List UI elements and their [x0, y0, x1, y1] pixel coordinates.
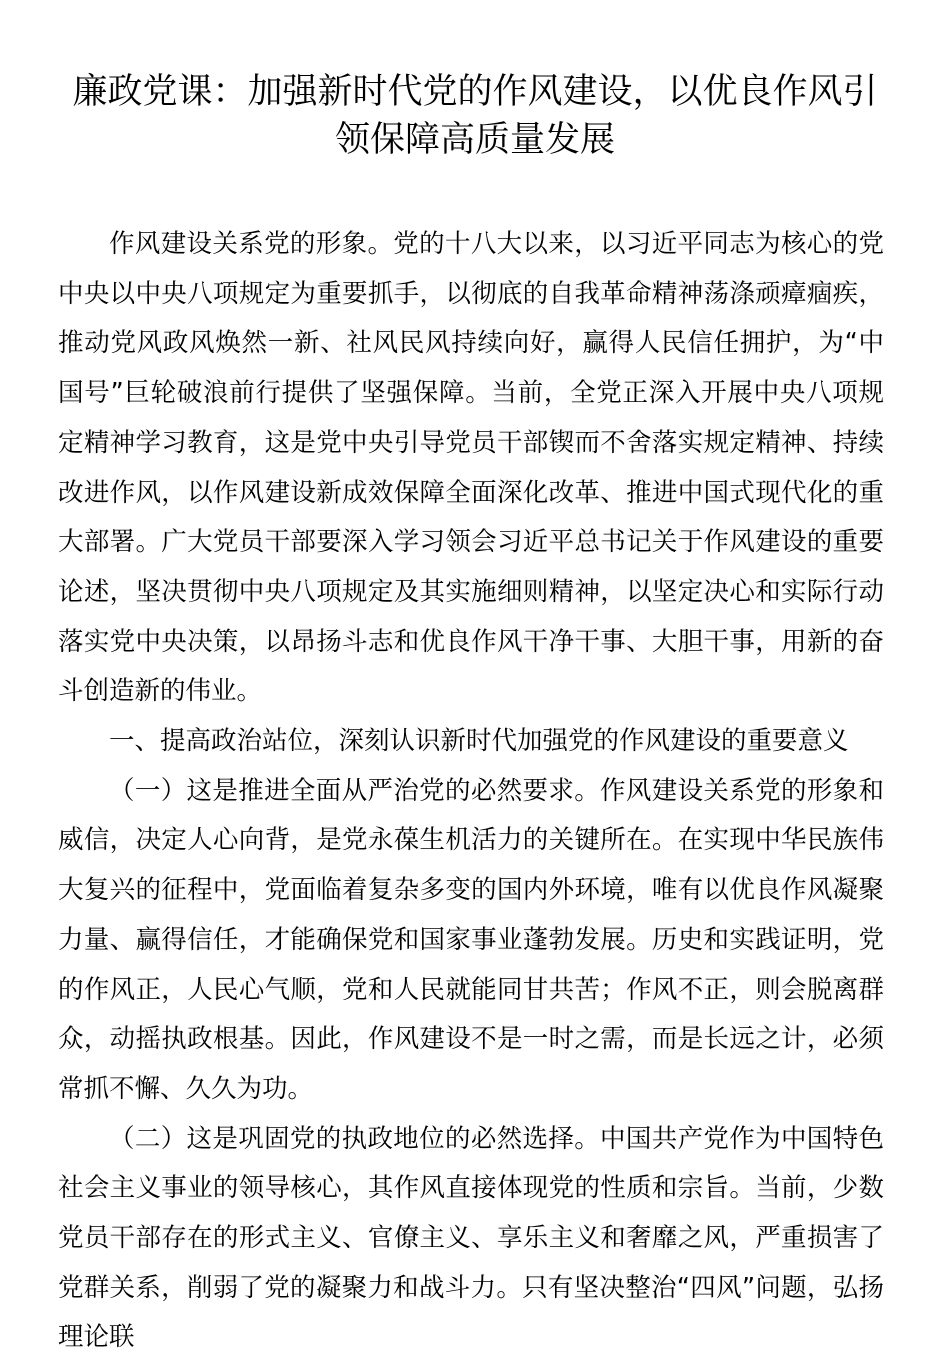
subsection-paragraph-1: （一）这是推进全面从严治党的必然要求。作风建设关系党的形象和威信，决定人心向背，是党永葆生机活力的关键所在。在实现中华民族伟大复兴的征程中，党面临着复杂多变的国内外环境，唯有以优良作风凝聚力量、赢得信任，才能确保党和国家事业蓬勃发展。历史和实践证明，党的作风正，人民心气顺，党和人民就能同甘共苦；作风不正，则会脱离群众，动摇执政根基。因此，作风建设不是一时之需，而是长远之计，必须常抓不懈、久久为功。 — [58, 775, 884, 1104]
document-body — [58, 220, 884, 1363]
section-heading-1: 一、提高政治站位，深刻认识新时代加强党的作风建设的重要意义 — [109, 726, 849, 757]
document-title: 廉政党课：加强新时代党的作风建设，以优良作风引领保障高质量发展 — [72, 72, 878, 160]
subsection-paragraph-2: （二）这是巩固党的执政地位的必然选择。中国共产党作为中国特色社会主义事业的领导核心，其作风直接体现党的性质和宗旨。当前，少数党员干部存在的形式主义、官僚主义、享乐主义和奢靡之风，严重损害了党群关系，削弱了党的凝聚力和战斗力。只有坚决整治“四风”问题，弘扬理论联 — [58, 1123, 884, 1353]
intro-paragraph: 作风建设关系党的形象。党的十八大以来，以习近平同志为核心的党中央以中央八项规定为重要抓手，以彻底的自我革命精神荡涤顽瘴痼疾，推动党风政风焕然一新、社风民风持续向好，赢得人民信任拥护，为“中国号”巨轮破浪前行提供了坚强保障。当前，全党正深入开展中央八项规定精神学习教育，这是党中央引导党员干部锲而不舍落实规定精神、持续改进作风，以作风建设新成效保障全面深化改革、推进中国式现代化的重大部署。广大党员干部要深入学习领会习近平总书记关于作风建设的重要论述，坚决贯彻中央八项规定及其实施细则精神，以坚定决心和实际行动落实党中央决策，以昂扬斗志和优良作风干净干事、大胆干事，用新的奋斗创造新的伟业。 — [58, 229, 884, 707]
